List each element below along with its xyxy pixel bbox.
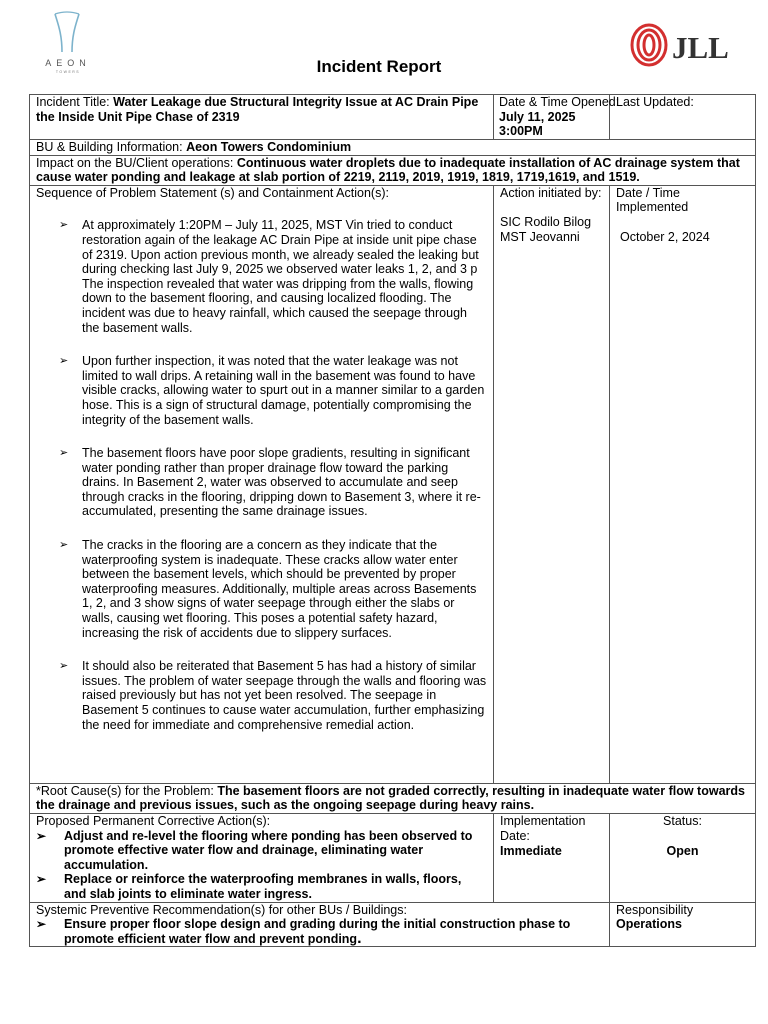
impact-row xyxy=(30,155,756,185)
status-label: Status: xyxy=(663,813,702,828)
arrow-bullet-icon: ➢ xyxy=(36,917,47,932)
responsibility-cell xyxy=(610,902,756,947)
corrective-cell xyxy=(30,813,494,902)
impact-cell xyxy=(30,155,756,185)
list-item-text: At approximately 1:20PM – July 11, 2025, MST Vin tried to conduct restoration again of the leakage AC Drain Pipe at inside unit pipe chase of 2319. Upon action previous month, we already sealed the leaking but during checking last July 9, 2025 we observed water leaks 1, 2, and 3 p The inspection revealed that water was dripping from the walls, flowing down to the basement flooring, and causing localized flooding. The incident was due to heavy rainfall, which caused the seepage through the basement walls. xyxy=(82,218,479,335)
corrective-list xyxy=(36,829,487,902)
last-updated-label: Last Updated: xyxy=(616,95,694,109)
implementation-date-cell xyxy=(494,813,610,902)
arrow-bullet-icon: ➢ xyxy=(59,539,69,552)
list-item-text: The cracks in the flooring are a concern as they indicate that the waterproofing system is inadequate. These cracks allow water enter between the basement levels, which should be prevented by proper waterproofing measures. Additionally, multiple areas across Basements 1, 2, and 3 show signs of water seepage through either the slabs or walls, causing wet flooring. This poses a potential safety hazard, increasing the risk of accidents due to slippery surfaces. xyxy=(82,538,477,640)
systemic-list xyxy=(36,917,603,946)
responsibility-value: Operations xyxy=(616,917,682,932)
arrow-bullet-icon: ➢ xyxy=(59,660,69,673)
list-item-text: Replace or reinforce the waterproofing membranes in walls, floors, and slab joints to eliminate water ingress. xyxy=(64,872,462,901)
incident-title-cell xyxy=(30,95,494,140)
list-item-text: Ensure proper floor slope design and grading during the initial construction phase to promote efficient water flow and prevent ponding xyxy=(64,917,571,946)
systemic-row xyxy=(30,902,756,947)
aeon-logo-text: AEON xyxy=(45,58,91,68)
root-cause-row xyxy=(30,783,756,813)
list-item xyxy=(36,659,487,732)
jll-logo-text: JLL xyxy=(672,30,729,65)
incident-report-table xyxy=(29,94,756,947)
bu-value: Aeon Towers Condominium xyxy=(186,140,352,154)
corrective-label: Proposed Permanent Corrective Action(s): xyxy=(36,813,271,828)
implementation-date-label: Implementation Date: xyxy=(500,813,586,843)
status-cell xyxy=(610,813,756,902)
incident-title-value: Water Leakage due Structural Integrity Issue at AC Drain Pipe the Inside Unit Pipe Chase of 2319 xyxy=(36,95,479,124)
list-item xyxy=(36,829,487,873)
arrow-bullet-icon: ➢ xyxy=(36,828,47,843)
bu-label: BU & Building Information: xyxy=(36,140,187,154)
list-item-text: Adjust and re-level the flooring where ponding has been observed to promote effective water flow and drainage, eliminating water accumulation. xyxy=(64,828,473,872)
root-cause-label: *Root Cause(s) for the Problem: xyxy=(36,783,218,798)
systemic-label: Systemic Preventive Recommendation(s) for other BUs / Buildings: xyxy=(36,902,407,917)
status-badge: Open xyxy=(666,843,699,858)
root-cause-cell xyxy=(30,783,756,813)
date-opened-value: July 11, 2025 xyxy=(499,109,576,124)
impact-label: Impact on the BU/Client operations: xyxy=(36,155,237,170)
action-initiated-cell xyxy=(494,185,610,783)
date-implemented-value: October 2, 2024 xyxy=(620,229,710,244)
list-item-period: . xyxy=(357,929,362,947)
root-cause-value: The basement floors are not graded correctly, resulting in inadequate water flow towards the drainage and previous issues, such as the ongoing seepage during heavy rains. xyxy=(36,783,745,813)
systemic-cell xyxy=(30,902,610,947)
incident-title-row xyxy=(30,95,756,140)
sequence-list xyxy=(36,218,487,732)
action-initiated-by-1: SIC Rodilo Bilog xyxy=(500,215,592,230)
corrective-row xyxy=(30,813,756,902)
date-implemented-cell xyxy=(610,185,756,783)
list-item xyxy=(36,538,487,640)
sequence-cell xyxy=(30,185,494,783)
impact-value: Continuous water droplets due to inadequate installation of AC drainage system that cause water ponding and leakage at slab portion of 2219, 2119, 2019, 1919, 1819, 1719,1619, and 1519. xyxy=(36,155,740,185)
responsibility-label: Responsibility xyxy=(616,902,694,917)
arrow-bullet-icon: ➢ xyxy=(59,355,69,368)
list-item xyxy=(36,218,487,335)
arrow-bullet-icon: ➢ xyxy=(59,447,69,460)
report-title: Incident Report xyxy=(316,57,442,76)
arrow-bullet-icon: ➢ xyxy=(59,219,69,232)
list-item xyxy=(36,917,603,946)
sequence-row xyxy=(30,185,756,783)
bu-row xyxy=(30,140,756,156)
list-item xyxy=(36,872,487,901)
bu-cell xyxy=(30,140,756,156)
action-initiated-label: Action initiated by: xyxy=(500,185,602,200)
arrow-bullet-icon: ➢ xyxy=(36,872,47,887)
implementation-date-value: Immediate xyxy=(500,844,562,859)
list-item-text: The basement floors have poor slope gradients, resulting in significant water ponding rather than proper drainage flow toward the parking drains. In Basement 2, water was observed to accumulate and seep through cracks in the flooring, dripping down to Basement 3, where it re-accumulated, presenting the same drainage issues. xyxy=(82,446,481,519)
list-item-text: Upon further inspection, it was noted that the water leakage was not limited to wall drips. A retaining wall in the basement was found to have visible cracks, allowing water to spurt out in a manner similar to a garden hose. This is a sign of structural damage, potentially compromising the integrity of the basement walls. xyxy=(82,354,485,427)
list-item-text: It should also be reiterated that Basement 5 has had a history of similar issues. The problem of water seepage through the walls and flooring was raised previously but has not yet been resolved. The seepage in Basement 5 continues to cause water accumulation, further emphasizing the need for immediate and comprehensive remedial action. xyxy=(82,659,487,732)
date-implemented-label: Date / Time Implemented xyxy=(616,185,689,215)
date-opened-cell xyxy=(494,95,620,140)
aeon-logo-subtext: TOWERS xyxy=(55,70,81,74)
list-item xyxy=(36,446,487,519)
list-item xyxy=(36,354,487,427)
action-initiated-by-2: MST Jeovanni xyxy=(500,229,580,244)
date-opened-label: Date & Time Opened: xyxy=(499,95,620,109)
incident-title-label: Incident Title: xyxy=(36,95,114,109)
sequence-label: Sequence of Problem Statement (s) and Containment Action(s): xyxy=(36,185,389,200)
time-opened-value: 3:00PM xyxy=(499,124,543,139)
last-updated-cell xyxy=(610,95,756,140)
